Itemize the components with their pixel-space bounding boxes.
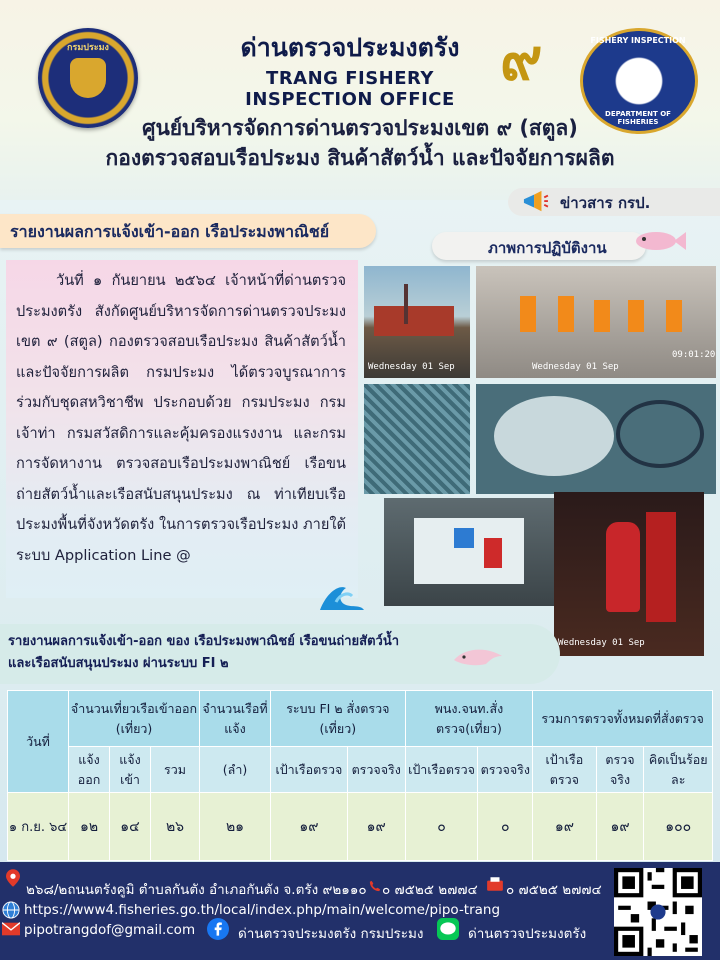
location-pin-icon <box>6 869 20 887</box>
subheader-sum: รวม <box>151 747 200 793</box>
dolphin-icon <box>450 642 510 672</box>
cell-boats: ๒๑ <box>200 793 271 861</box>
report-table <box>7 690 713 861</box>
subheader-in: แจ้งเข้า <box>110 747 151 793</box>
qr-code <box>614 868 702 956</box>
fish-icon <box>628 226 688 256</box>
email-icon <box>2 922 20 936</box>
facebook-icon <box>207 918 229 940</box>
office-title-english: TRANG FISHERY INSPECTION OFFICE <box>245 68 455 110</box>
photo-boat-dock <box>364 266 470 378</box>
photos-section-title: ภาพการปฏิบัติงาน <box>488 239 607 257</box>
photo-fishing-gear <box>476 384 716 494</box>
subheader-officer-target: เป้าเรือตรวจ <box>405 747 478 793</box>
header-fi2: ระบบ FI ๒ สั่งตรวจ (เที่ยว) <box>271 691 406 747</box>
wave-icon <box>316 574 366 614</box>
photo-team-lifejackets <box>476 266 716 378</box>
header-date: วันที่ <box>8 691 69 793</box>
report-section-title: รายงานผลการแจ้งเข้า-ออก เรือประมงพาณิชย์ <box>10 222 330 241</box>
subheader-total-target: เป้าเรือตรวจ <box>533 747 596 793</box>
cell-fi-target: ๑๙ <box>271 793 348 861</box>
footer-address: ๒๖๘/๒ถนนตรังคูมิ ตำบลกันตัง อำเภอกันตัง จ.ตรัง ๙๒๑๑๐ <box>26 882 367 898</box>
photo-net <box>364 384 470 494</box>
photo-stamp: Wednesday 01 Sep <box>368 362 455 372</box>
header-officer-order: พนง.จนท.สั่งตรวจ(เที่ยว) <box>405 691 533 747</box>
subheader-percent: คิดเป็นร้อยละ <box>644 747 713 793</box>
cell-out: ๑๒ <box>69 793 110 861</box>
footer-email[interactable]: pipotrangdof@gmail.com <box>24 922 196 938</box>
subheader-unit: (ลำ) <box>200 747 271 793</box>
qr-code-pattern <box>614 868 702 956</box>
footer-facebook[interactable]: ด่านตรวจประมงตรัง กรมประมง <box>238 926 424 942</box>
photo-time: 09:01:20 <box>672 350 716 360</box>
story-text: วันที่ ๑ กันยายน ๒๕๖๔ เจ้าหน้าที่ด่านตรวจประมงตรัง สังกัดศูนย์บริหารจัดการด่านตรวจประมง เขต ๙ (สตูล) กองตรวจสอบเรือประมง สินค้าสัตว์น้ำ และปัจจัยการผลิต กรมประมง ได้ตรวจบูรณาการร่วมกับชุดสหวิชาชีพ ประกอบด้วย กรมประมง กรมเจ้าท่า กรมสวัสดิการและคุ้มครองแรงงาน และกรมการจัดหางาน ตรวจสอบเรือประมงพาณิชย์ เรือขนถ่ายสัตว์น้ำและเรือสนับสนุนประมง ณ ท่าเทียบเรือประมงพื้นที่จังหวัดตรัง ในการตรวจเรือประมง ภายใต้ระบบ Application Line @ <box>16 272 346 564</box>
cell-fi-actual: ๑๙ <box>347 793 405 861</box>
cell-date: ๑ ก.ย. ๖๔ <box>8 793 69 861</box>
subheader-out: แจ้งออก <box>69 747 110 793</box>
footer-line[interactable]: ด่านตรวจประมงตรัง <box>468 926 587 942</box>
header-total: รวมการตรวจทั้งหมดที่สั่งตรวจ <box>533 691 713 747</box>
footer-website[interactable]: https://www4.fisheries.go.th/local/index.php/main/welcome/pipo-trang <box>24 902 501 918</box>
globe-icon <box>2 901 20 919</box>
megaphone-icon <box>520 190 550 214</box>
line-app-icon <box>437 918 459 940</box>
news-label: ข่าวสาร กรป. <box>560 194 651 212</box>
office-title-thai: ด่านตรวจประมงตรัง <box>240 33 460 62</box>
division-subtitle: กองตรวจสอบเรือประมง สินค้าสัตว์น้ำ และปัจจัยการผลิต <box>105 146 615 170</box>
seal-text: กรมประมง <box>67 43 109 53</box>
photo-first-aid-box <box>384 498 554 606</box>
cell-officer-actual: ๐ <box>478 793 533 861</box>
subheader-total-actual: ตรวจจริง <box>596 747 644 793</box>
badge-text-bottom: DEPARTMENT OF FISHERIES <box>605 110 671 126</box>
table-header-row <box>8 691 713 747</box>
table-section-title-line1: รายงานผลการแจ้งเข้า-ออก ของ เรือประมงพาณิชย์ เรือขนถ่ายสัตว์น้ำ <box>8 634 400 649</box>
header-trips: จำนวนเที่ยวเรือเข้าออก (เที่ยว) <box>69 691 200 747</box>
table-row <box>8 793 713 861</box>
table-subheader-row <box>8 747 713 793</box>
photo-fire-extinguisher <box>554 492 704 656</box>
subheader-fi-actual: ตรวจจริง <box>347 747 405 793</box>
badge-text-top: FISHERY INSPECTION <box>590 36 686 45</box>
photo-stamp: Wednesday 01 Sep <box>558 638 645 648</box>
cell-sum: ๒๖ <box>151 793 200 861</box>
region-number: ๙ <box>500 25 543 93</box>
header-boats: จำนวนเรือที่แจ้ง <box>200 691 271 747</box>
cell-in: ๑๔ <box>110 793 151 861</box>
footer-phone[interactable]: ๐ ๗๕๒๕ ๒๗๗๔ <box>382 882 478 898</box>
table-section-title-line2: และเรือสนับสนุนประมง ผ่านระบบ FI ๒ <box>8 656 229 671</box>
subheader-officer-actual: ตรวจจริง <box>478 747 533 793</box>
cell-total-target: ๑๙ <box>533 793 596 861</box>
cell-percent: ๑๐๐ <box>644 793 713 861</box>
photo-stamp: Wednesday 01 Sep <box>532 362 619 372</box>
phone-icon <box>369 880 381 892</box>
cell-total-actual: ๑๙ <box>596 793 644 861</box>
fax-icon <box>486 876 504 892</box>
center-subtitle: ศูนย์บริหารจัดการด่านตรวจประมงเขต ๙ (สตูล) <box>142 116 578 140</box>
subheader-fi-target: เป้าเรือตรวจ <box>271 747 348 793</box>
cell-officer-target: ๐ <box>405 793 478 861</box>
photo-collage <box>364 266 716 656</box>
footer-fax[interactable]: ๐ ๗๕๒๕ ๒๗๗๔ <box>506 882 602 898</box>
